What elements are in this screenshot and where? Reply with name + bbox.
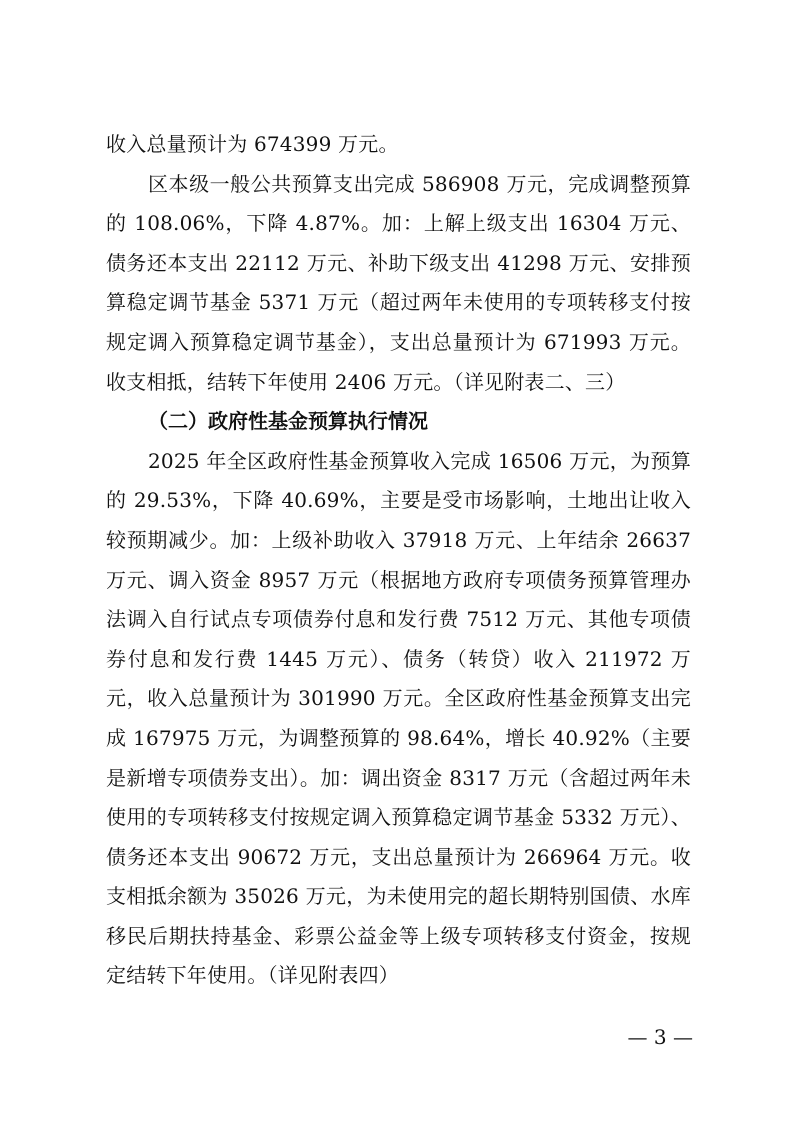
document-body [106, 125, 691, 996]
paragraph-government-fund-execution: 2025 年全区政府性基金预算收入完成 16506 万元，为预算的 29.53%，下降 40.69%，主要是受市场影响，土地出让收入较预期减少。加：上级补助收入 37918 万元、上年结余 26637 万元、调入资金 8957 万元（根据地方政府专项债务预算管理办法调入自行试点专项债券付息和发行费 7512 万元、其他专项债券付息和发行费 1445 万元）、债务（转贷）收入 211972 万元，收入总量预计为 301990 万元。全区政府性基金预算支出完成 167975 万元，为调整预算的 98.64%，增长 40.92%（主要是新增专项债券支出）。加：调出资金 8317 万元（含超过两年未使用的专项转移支付按规定调入预算稳定调节基金 5332 万元）、债务还本支出 90672 万元，支出总量预计为 266964 万元。收支相抵余额为 35026 万元，为未使用完的超长期特别国债、水库移民后期扶持基金、彩票公益金等上级专项转移支付资金，按规定结转下年使用。（详见附表四） [106, 448, 691, 988]
page-number: — 3 — [627, 1025, 693, 1049]
paragraph-district-expenditure: 区本级一般公共预算支出完成 586908 万元，完成调整预算的 108.06%，下降 4.87%。加：上解上级支出 16304 万元、债务还本支出 22112 万元、补助下级支出 41298 万元、安排预算稳定调节基金 5371 万元（超过两年未使用的专项转移支付按规定调入预算稳定调节基金），支出总量预计为 671993 万元。收支相抵，结转下年使用 2406 万元。（详见附表二、三） [106, 171, 691, 394]
section-heading-government-fund: （二）政府性基金预算执行情况 [148, 409, 428, 434]
paragraph-revenue-total: 收入总量预计为 674399 万元。 [106, 132, 399, 156]
